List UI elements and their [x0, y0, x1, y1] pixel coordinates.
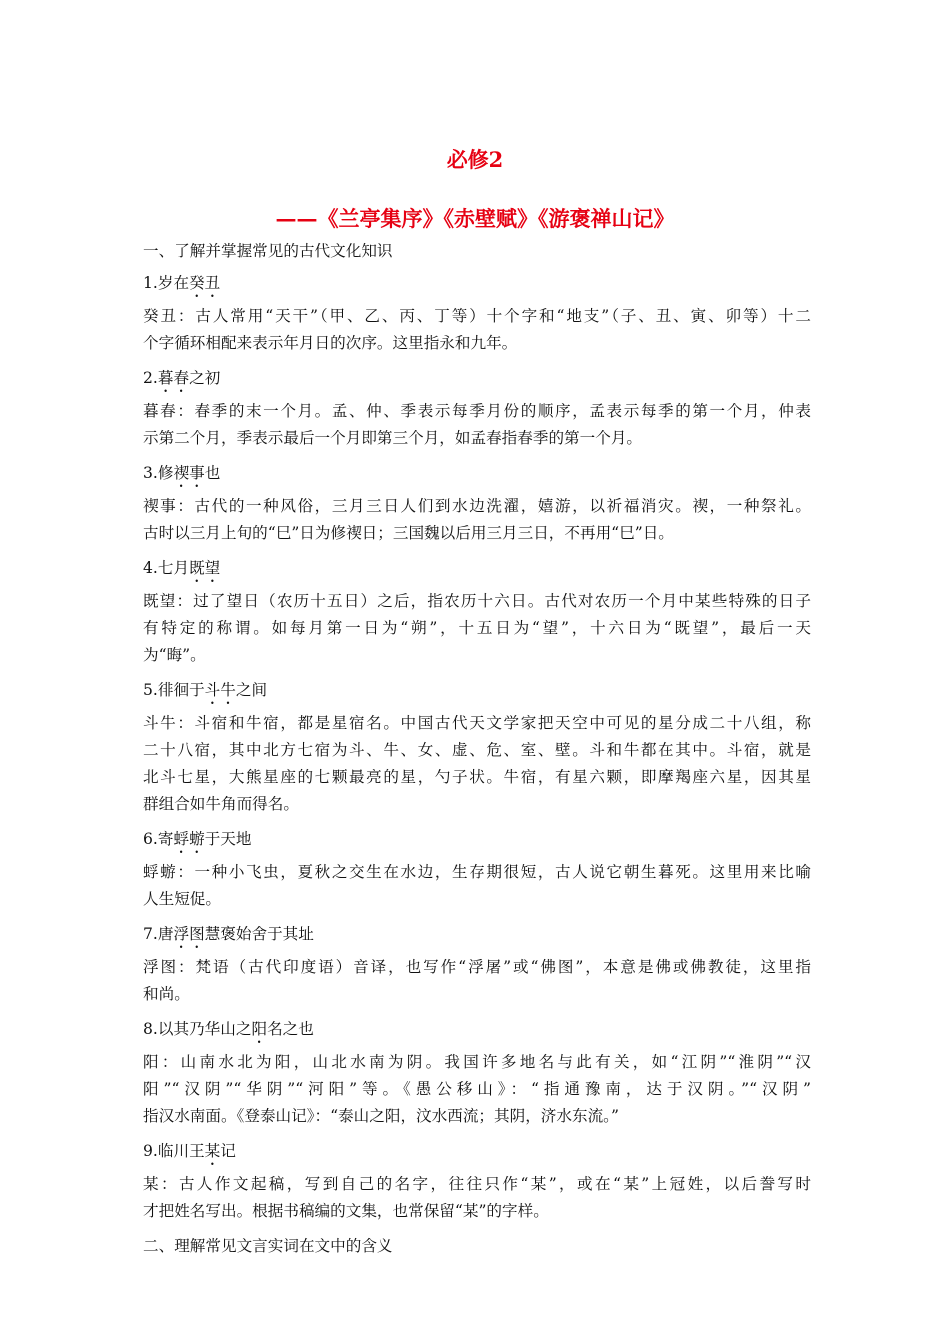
section-heading-2: 二、理解常见文言实词在文中的含义 — [143, 1237, 393, 1255]
explanation-line: 浮图：梵语（古代印度语）音译，也写作“浮屠”或“佛图”，本意是佛或佛教徒，这里指 — [143, 958, 811, 976]
item-heading-emphasis: 蜉蝣 — [173, 830, 205, 848]
item-heading — [143, 1138, 811, 1165]
explanation-line: 个字循环相配来表示年月日的次序。这里指永和九年。 — [143, 334, 518, 352]
explanation-line: 北斗七星，大熊星座的七颗最亮的星，勺子状。牛宿，有星六颗，即摩羯座六星，因其星 — [143, 768, 811, 786]
explanation-line: 人生短促。 — [143, 890, 221, 908]
item-heading-text: 8.以其乃华山之 — [143, 1020, 252, 1038]
item-heading-text: 2. — [143, 369, 158, 387]
item-heading — [143, 270, 811, 297]
explanation-line: 癸丑：古人常用“天干”（甲、乙、丙、丁等）十个字和“地支”（子、丑、寅、卯等）十二 — [143, 307, 811, 325]
explanation-line: 指汉水南面。《登泰山记》：“泰山之阳，汶水西流；其阴，济水东流。” — [143, 1107, 619, 1125]
explanation-line: 群组合如牛角而得名。 — [143, 795, 299, 813]
item-heading-emphasis: 斗牛 — [204, 681, 236, 699]
item-heading-tail: 也 — [204, 464, 221, 482]
item-heading-emphasis: 阳 — [251, 1020, 268, 1038]
item-heading-emphasis: 禊事 — [173, 464, 205, 482]
item-heading-tail: 名之也 — [267, 1020, 314, 1038]
item-heading-text: 1.岁在 — [143, 274, 190, 292]
explanation-line: 和尚。 — [143, 985, 190, 1003]
item-heading-emphasis: 浮图 — [173, 925, 205, 943]
item-heading-tail: 于天地 — [204, 830, 252, 848]
item-heading — [143, 365, 811, 392]
explanation-line: 既望：过了望日（农历十五日）之后，指农历十六日。古代对农历一个月中某些特殊的日子 — [143, 592, 811, 610]
item-heading — [143, 555, 811, 582]
page-title: 必修2 — [446, 147, 504, 172]
explanation-line: 阳”“汉阴”“华阴”“河阳”等。《愚公移山》：“指通豫南，达于汉阴。”“汉阴” — [143, 1080, 811, 1098]
item-heading-tail: 之初 — [189, 369, 221, 387]
item-explanation — [143, 398, 811, 452]
explanation-line: 斗牛：斗宿和牛宿，都是星宿名。中国古代天文学家把天空中可见的星分成二十八组，称 — [143, 714, 811, 732]
page-subtitle: ——《兰亭集序》《赤壁赋》《游褒禅山记》 — [275, 206, 675, 231]
explanation-line: 禊事：古代的一种风俗，三月三日人们到水边洗濯，嬉游，以祈福消灾。禊，一种祭礼。 — [143, 497, 811, 515]
item-explanation — [143, 1171, 811, 1225]
explanation-line: 蜉蝣：一种小飞虫，夏秋之交生在水边，生存期很短，古人说它朝生暮死。这里用来比喻 — [143, 863, 811, 881]
item-explanation — [143, 493, 811, 547]
item-heading-tail: 慧褒始舍于其址 — [204, 925, 314, 943]
item-explanation — [143, 710, 811, 818]
item-heading-emphasis: 暮春 — [157, 369, 190, 387]
explanation-line: 示第二个月，季表示最后一个月即第三个月，如孟春指春季的第一个月。 — [143, 429, 643, 447]
item-explanation — [143, 954, 811, 1008]
section-heading-1: 一、了解并掌握常见的古代文化知识 — [143, 242, 393, 260]
explanation-line: 二十八宿，其中北方七宿为斗、牛、女、虚、危、室、壁。斗和牛都在其中。斗宿，就是 — [143, 741, 811, 759]
explanation-line: 某：古人作文起稿，写到自己的名字，往往只作“某”，或在“某”上冠姓，以后誊写时 — [143, 1175, 811, 1193]
explanation-line: 才把姓名写出。根据书稿编的文集，也常保留“某”的字样。 — [143, 1202, 549, 1220]
item-explanation — [143, 588, 811, 669]
item-heading — [143, 677, 811, 704]
item-heading-emphasis: 既望 — [189, 559, 221, 577]
item-explanation — [143, 303, 811, 357]
item-heading-tail: 之间 — [235, 681, 268, 699]
item-heading-text: 3.修 — [143, 464, 174, 482]
explanation-line: 古时以三月上旬的“巳”日为修禊日；三国魏以后用三月三日，不再用“巳”日。 — [143, 524, 674, 542]
explanation-line: 暮春：春季的末一个月。孟、仲、季表示每季月份的顺序，孟表示每季的第一个月，仲表 — [143, 402, 811, 420]
item-heading-text: 5.徘徊于 — [143, 681, 205, 699]
item-heading — [143, 1016, 811, 1043]
item-heading-text: 4.七月 — [143, 559, 190, 577]
item-heading — [143, 826, 811, 853]
item-heading — [143, 460, 811, 487]
document-body — [143, 238, 811, 1260]
item-heading-tail: 记 — [220, 1142, 236, 1160]
explanation-line: 为“晦”。 — [143, 646, 206, 664]
item-explanation — [143, 859, 811, 913]
item-heading-text: 7.唐 — [143, 925, 174, 943]
explanation-line: 有特定的称谓。如每月第一日为“朔”，十五日为“望”，十六日为“既望”，最后一天 — [143, 619, 811, 637]
item-heading-text: 6.寄 — [143, 830, 174, 848]
item-explanation — [143, 1049, 811, 1130]
item-heading-emphasis: 癸丑 — [189, 274, 221, 292]
item-heading-emphasis: 某 — [204, 1142, 221, 1160]
item-heading — [143, 921, 811, 948]
item-heading-text: 9.临川王 — [143, 1142, 205, 1160]
explanation-line: 阳：山南水北为阳，山北水南为阴。我国许多地名与此有关，如“江阴”“淮阴”“汉 — [143, 1053, 811, 1071]
